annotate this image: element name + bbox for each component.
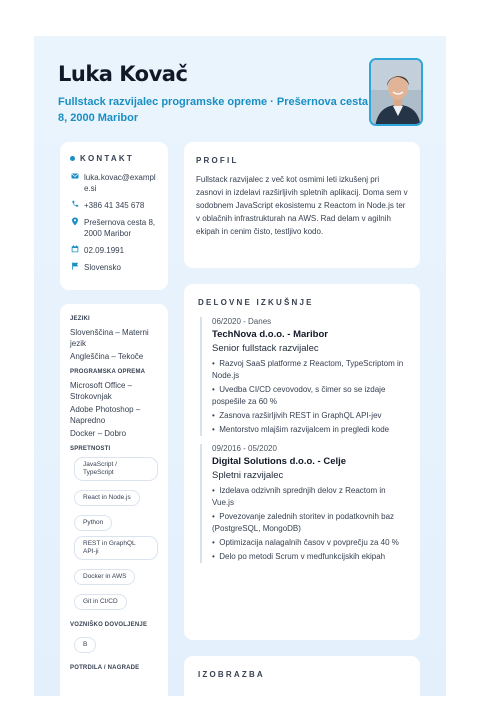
language-item: Angleščina – Tekoče — [70, 352, 144, 361]
mail-icon — [70, 172, 79, 194]
job-bullet: • Uvedba CI/CD cevovodov, s čimer so se izdaje pospešile za 60 % — [212, 385, 386, 406]
phone-icon — [70, 200, 79, 211]
profile-photo — [369, 58, 423, 126]
software-item: Docker – Dobro — [70, 429, 127, 438]
software-item: Microsoft Office – Strokovnjak — [70, 381, 133, 401]
contact-card — [60, 142, 168, 290]
job-bullet: • Mentorstvo mlajšim razvijalcem in pregledi kode — [212, 425, 390, 434]
job-period: 06/2020 - Danes — [212, 317, 272, 326]
contact-nationality: Slovensko — [70, 262, 158, 273]
resume-page — [34, 36, 446, 696]
software-item: Adobe Photoshop – Napredno — [70, 405, 141, 425]
person-name: Luka Kovač — [58, 62, 188, 86]
job-bullet: • Optimizacija nalagalnih časov v povprečju za 40 % — [212, 538, 399, 547]
job-entry — [200, 317, 406, 436]
job-bullet: • Razvoj SaaS platforme z Reactom, TypeScriptom in Node.js — [212, 359, 404, 380]
job-bullet: • Zasnova razširljivih REST in GraphQL API-jev — [212, 411, 382, 420]
skill-chip: REST in GraphQL API-ji — [74, 536, 158, 560]
education-heading: IZOBRAZBA — [198, 670, 265, 679]
job-bullet: • Delo po metodi Scrum v medfunkcijskih ekipah — [212, 552, 386, 561]
skill-chip: React in Node.js — [74, 490, 140, 506]
skill-chip: Git in CI/CD — [74, 594, 127, 610]
software-section — [70, 369, 158, 439]
job-entry — [200, 444, 406, 563]
experience-heading: DELOVNE IZKUŠNJE — [198, 298, 314, 307]
job-bullet: • Povezovanje zalednih storitev in podatkovnih baz (PostgreSQL, MongoDB) — [212, 512, 395, 533]
language-item: Slovenščina – Materni jezik — [70, 328, 149, 348]
contact-heading: KONTAKT — [70, 154, 158, 163]
profile-text: Fullstack razvijalec z več kot osmimi leti izkušenj pri zasnovi in izdelavi razširljivih spletnih aplikacij. Doma sem v sodobnem JavaScript ekosistemu z Reactom in Node.js ter v oblačnih infrastrukturah na AWS. Rad delam v agilnih ekipah in cenim čisto, testljivo kodo. — [196, 175, 408, 236]
languages-section — [70, 316, 158, 362]
skills-section — [70, 446, 158, 615]
certificates-section — [70, 665, 158, 671]
job-company: Digital Solutions d.o.o. - Celje — [212, 456, 347, 467]
job-bullet: • Izdelava odzivnih sprednjih delov z Reactom in Vue.js — [212, 486, 386, 507]
license-chip: B — [74, 637, 96, 653]
languages-heading: JEZIKI — [70, 316, 90, 322]
location-icon — [70, 217, 79, 239]
license-section — [70, 622, 158, 658]
skill-chip: JavaScript / TypeScript — [74, 457, 158, 481]
contact-address: Prešernova cesta 8, 2000 Maribor — [70, 217, 158, 239]
job-company: TechNova d.o.o. - Maribor — [212, 329, 328, 340]
job-role: Senior fullstack razvijalec — [212, 343, 319, 354]
contact-phone[interactable]: +386 41 345 678 — [70, 200, 158, 211]
skill-chip: Docker in AWS — [74, 569, 135, 585]
details-card — [60, 304, 168, 704]
calendar-icon — [70, 245, 79, 256]
profile-heading: PROFIL — [196, 156, 239, 165]
contact-email[interactable]: luka.kovac@example.si — [70, 172, 158, 194]
flag-icon — [70, 262, 79, 273]
certificates-heading: POTRDILA / NAGRADE — [70, 665, 140, 671]
software-heading: PROGRAMSKA OPREMA — [70, 369, 146, 375]
job-period: 09/2016 - 05/2020 — [212, 444, 277, 453]
skill-chip: Python — [74, 515, 112, 531]
job-role: Spletni razvijalec — [212, 470, 284, 481]
education-card — [184, 656, 420, 716]
profile-card — [184, 142, 420, 268]
person-photo-icon — [371, 60, 423, 126]
contact-birthdate: 02.09.1991 — [70, 245, 158, 256]
experience-card — [184, 284, 420, 640]
bullet-dot-icon — [70, 156, 75, 161]
headline-subtitle: Fullstack razvijalec programske opreme · Prešernova cesta 8, 2000 Maribor — [58, 96, 368, 124]
license-heading: VOZNIŠKO DOVOLJENJE — [70, 622, 148, 628]
skills-heading: SPRETNOSTI — [70, 446, 111, 452]
